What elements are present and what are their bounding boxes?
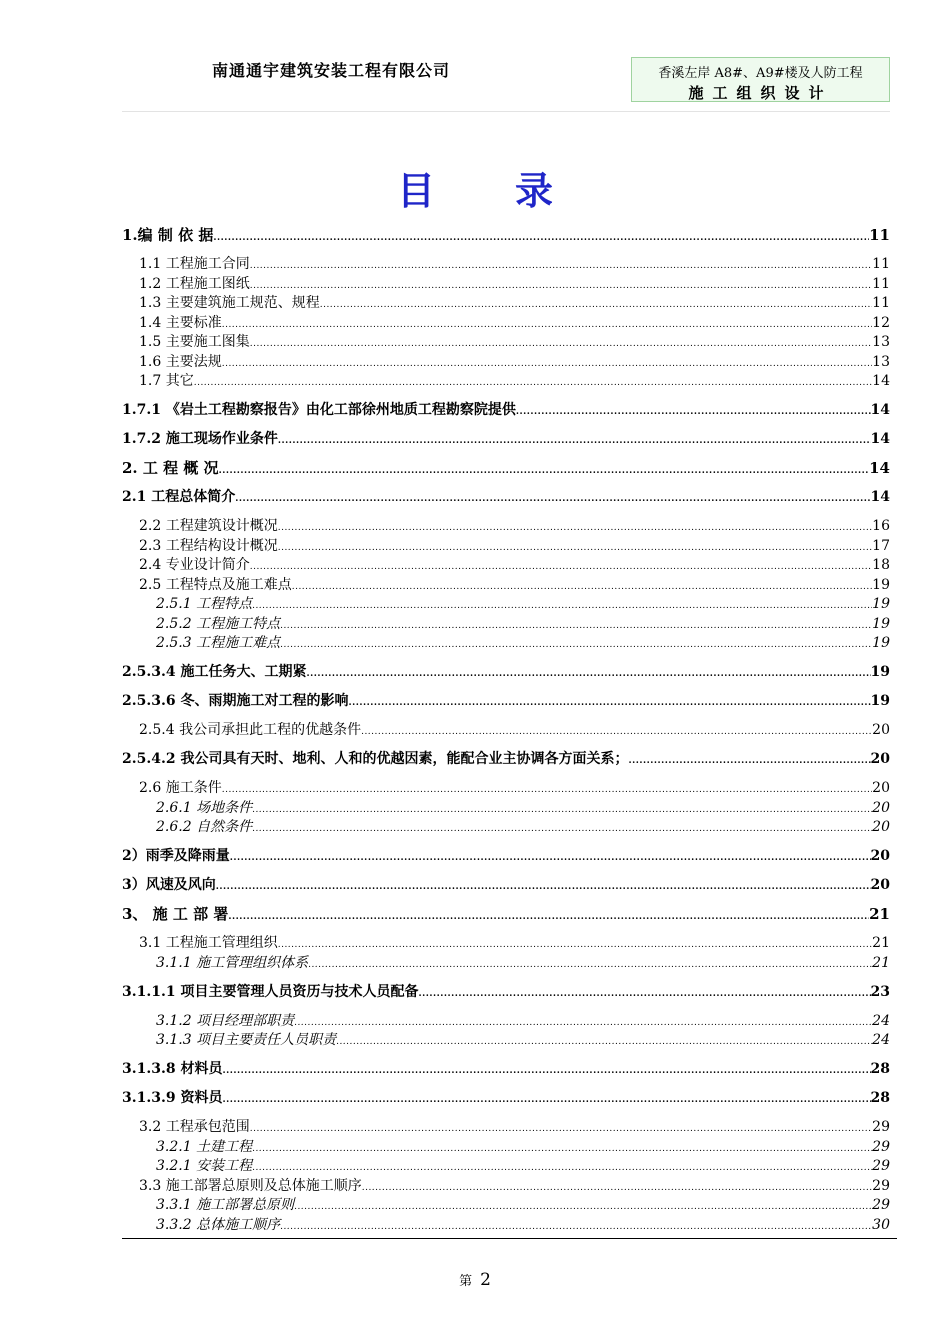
toc-leader-dots: [278, 430, 871, 452]
toc-entry-text: 1.7.2 施工现场作业条件: [122, 431, 278, 447]
toc-leader-dots: [280, 615, 872, 637]
toc-entry-text: 2.6 施工条件: [139, 780, 222, 796]
toc-entry[interactable]: [122, 488, 890, 508]
toc-entry-page: 20: [872, 799, 890, 816]
toc-entry-text: 3.3.2 总体施工顺序: [156, 1216, 281, 1233]
document-type: 施工组织设计: [688, 84, 833, 102]
toc-entry-text: 1.7.1 《岩土工程勘察报告》由化工部徐州地质工程勘察院提供: [122, 402, 516, 418]
page-footer: [0, 1270, 950, 1290]
toc-entry-text: 1.7 其它: [139, 373, 194, 389]
toc-entry-page: 19: [872, 615, 890, 632]
toc-leader-dots: [222, 1089, 870, 1111]
toc-leader-dots: [320, 294, 872, 316]
toc-entry-text: 3.1.1 施工管理组织体系: [156, 954, 309, 971]
toc-entry-text: 2.6.1 场地条件: [156, 799, 253, 816]
toc-entry[interactable]: [122, 255, 890, 275]
toc-leader-dots: [222, 314, 872, 336]
toc-entry[interactable]: [122, 576, 890, 596]
toc-entry-text: 3.1.1.1 项目主要管理人员资历与技术人员配备: [122, 983, 419, 1000]
toc-entry-page: 21: [869, 905, 890, 923]
toc-entry-page: 14: [869, 459, 890, 477]
toc-leader-dots: [516, 401, 871, 423]
toc-entry-text: 3.3.1 施工部署总原则: [156, 1197, 295, 1213]
toc-entry-page: 28: [870, 1061, 890, 1077]
header-divider: [122, 111, 890, 112]
toc-entry[interactable]: [122, 779, 890, 799]
toc-entry-page: 19: [870, 693, 890, 709]
toc-entry-text: 2.6.2 自然条件: [156, 819, 253, 835]
toc-entry-text: 1.2 工程施工图纸: [139, 275, 250, 292]
toc-entry-page: 20: [870, 848, 890, 864]
toc-leader-dots: [252, 1157, 872, 1179]
toc-entry[interactable]: [122, 1118, 890, 1138]
toc-entry[interactable]: [122, 353, 890, 373]
project-name: 香溪左岸 A8#、A9#楼及人防工程: [658, 66, 863, 81]
toc-leader-dots: [336, 1031, 872, 1053]
table-of-contents: [122, 226, 890, 1235]
toc-leader-dots: [216, 876, 871, 898]
toc-entry-page: 29: [872, 1197, 890, 1213]
toc-leader-dots: [252, 818, 872, 840]
toc-leader-dots: [280, 1216, 872, 1238]
toc-entry-page: 19: [872, 635, 890, 651]
toc-entry-text: 3.1.3.9 资料员: [122, 1090, 223, 1106]
toc-leader-dots: [294, 1196, 872, 1218]
toc-entry-text: 2.3 工程结构设计概况: [139, 537, 278, 554]
toc-entry-text: 2.5.3.6 冬、雨期施工对工程的影响: [122, 693, 349, 709]
toc-entry[interactable]: [122, 372, 890, 392]
toc-leader-dots: [250, 275, 872, 297]
toc-entry-page: 30: [872, 1216, 890, 1233]
toc-entry-page: 29: [872, 1119, 890, 1135]
toc-entry[interactable]: [122, 517, 890, 537]
toc-entry[interactable]: [122, 1060, 890, 1080]
toc-entry[interactable]: [122, 799, 890, 819]
toc-entry-text: 3.1.3 项目主要责任人员职责: [156, 1032, 337, 1048]
toc-entry-page: 17: [872, 537, 890, 554]
toc-entry[interactable]: [122, 1031, 890, 1051]
toc-entry-page: 14: [872, 373, 890, 389]
toc-entry-page: 11: [872, 295, 890, 311]
toc-entry[interactable]: [122, 226, 890, 246]
toc-entry-page: 18: [872, 557, 890, 573]
toc-entry[interactable]: [122, 275, 890, 295]
toc-entry[interactable]: [122, 615, 890, 635]
toc-leader-dots: [213, 226, 869, 249]
toc-leader-dots: [252, 595, 872, 617]
toc-leader-dots: [278, 934, 872, 956]
toc-entry[interactable]: [122, 430, 890, 450]
toc-entry-page: 24: [872, 1032, 890, 1048]
toc-entry[interactable]: [122, 595, 890, 615]
toc-leader-dots: [308, 954, 872, 976]
toc-entry-page: 29: [872, 1158, 890, 1174]
toc-entry-page: 24: [872, 1012, 890, 1029]
toc-entry[interactable]: [122, 721, 890, 741]
toc-entry[interactable]: [122, 556, 890, 576]
toc-entry-text: 3.2.1 土建工程: [156, 1138, 253, 1155]
toc-entry[interactable]: [122, 1012, 890, 1032]
toc-entry[interactable]: [122, 333, 890, 353]
toc-entry-text: 3.3 施工部署总原则及总体施工顺序: [139, 1177, 362, 1194]
toc-entry[interactable]: [122, 847, 890, 867]
toc-entry-text: 1.编 制 依 据: [122, 226, 214, 244]
toc-entry-page: 19: [872, 596, 890, 612]
toc-entry[interactable]: [122, 1216, 890, 1236]
toc-entry[interactable]: [122, 537, 890, 557]
toc-entry-text: 1.1 工程施工合同: [139, 256, 250, 272]
toc-leader-dots: [252, 799, 872, 821]
page-label: 第: [459, 1274, 473, 1289]
toc-entry-page: 14: [870, 431, 890, 447]
toc-entry-text: 2.5.4 我公司承担此工程的优越条件: [139, 722, 362, 738]
toc-leader-dots: [306, 663, 870, 685]
toc-leader-dots: [294, 1012, 872, 1034]
toc-entry[interactable]: [122, 934, 890, 954]
page-number: 2: [480, 1270, 491, 1290]
toc-entry-text: 1.6 主要法规: [139, 353, 222, 370]
toc-leader-dots: [418, 983, 870, 1005]
toc-entry-text: 3.1.3.8 材料员: [122, 1061, 223, 1077]
toc-title: 目录: [396, 169, 633, 213]
toc-entry-text: 2.5 工程特点及施工难点: [139, 576, 292, 593]
toc-entry-text: 3.2.1 安装工程: [156, 1158, 253, 1174]
toc-entry-text: 1.4 主要标准: [139, 314, 222, 331]
toc-leader-dots: [280, 634, 872, 656]
toc-leader-dots: [250, 255, 872, 277]
toc-entry[interactable]: [122, 1157, 890, 1177]
toc-entry-text: 3.1 工程施工管理组织: [139, 935, 278, 951]
toc-entry-text: 2.5.4.2 我公司具有天时、地利、人和的优越因素，能配合业主协调各方面关系；: [122, 751, 629, 767]
toc-entry-page: 11: [872, 275, 890, 292]
toc-entry-text: 2.1 工程总体简介: [122, 489, 236, 505]
toc-entry-page: 19: [872, 576, 890, 593]
toc-entry[interactable]: [122, 905, 890, 925]
toc-leader-dots: [235, 488, 870, 510]
toc-entry[interactable]: [122, 294, 890, 314]
toc-entry[interactable]: [122, 401, 890, 421]
toc-entry-page: 14: [870, 489, 890, 505]
toc-entry-page: 21: [872, 954, 890, 971]
toc-entry-text: 2.5.2 工程施工特点: [156, 615, 281, 632]
toc-entry[interactable]: [122, 983, 890, 1003]
toc-entry-text: 2.5.3 工程施工难点: [156, 635, 281, 651]
toc-entry-page: 20: [870, 877, 890, 893]
toc-leader-dots: [222, 1060, 870, 1082]
toc-entry-page: 20: [872, 819, 890, 835]
toc-leader-dots: [194, 372, 872, 394]
toc-leader-dots: [278, 537, 872, 559]
toc-entry[interactable]: [122, 1138, 890, 1158]
toc-entry[interactable]: [122, 634, 890, 654]
toc-leader-dots: [228, 905, 869, 928]
toc-entry-text: 3）风速及风向: [122, 877, 216, 893]
toc-entry-page: 14: [870, 402, 890, 418]
toc-entry[interactable]: [122, 750, 890, 770]
toc-entry[interactable]: [122, 818, 890, 838]
toc-entry[interactable]: [122, 314, 890, 334]
toc-leader-dots: [250, 1118, 872, 1140]
toc-leader-dots: [252, 1138, 872, 1160]
toc-leader-dots: [361, 721, 872, 743]
project-title-box: [631, 57, 890, 102]
toc-entry-page: 13: [872, 353, 890, 370]
toc-leader-dots: [292, 576, 872, 598]
toc-entry-text: 1.3 主要建筑施工规范、规程: [139, 295, 320, 311]
toc-entry-page: 20: [872, 722, 890, 738]
toc-entry-text: 2. 工 程 概 况: [122, 459, 219, 477]
toc-entry[interactable]: [122, 1177, 890, 1197]
toc-entry-page: 20: [870, 751, 890, 767]
toc-entry-text: 1.5 主要施工图集: [139, 334, 250, 350]
toc-entry-text: 2.4 专业设计简介: [139, 557, 250, 573]
toc-entry-page: 11: [869, 226, 890, 244]
toc-entry-page: 11: [872, 256, 890, 272]
toc-entry-text: 3.1.2 项目经理部职责: [156, 1012, 295, 1029]
toc-entry-page: 12: [872, 314, 890, 331]
toc-leader-dots: [628, 750, 870, 772]
toc-entry[interactable]: [122, 692, 890, 712]
toc-entry-page: 19: [870, 664, 890, 680]
toc-entry-page: 21: [872, 935, 890, 951]
toc-entry[interactable]: [122, 876, 890, 896]
toc-leader-dots: [278, 517, 872, 539]
toc-entry-page: 23: [870, 983, 890, 1000]
toc-entry-page: 20: [872, 780, 890, 796]
toc-entry-page: 29: [872, 1177, 890, 1194]
toc-entry-text: 3、 施 工 部 署: [122, 905, 229, 923]
toc-entry[interactable]: [122, 1196, 890, 1216]
toc-entry-text: 2.2 工程建筑设计概况: [139, 518, 278, 534]
toc-entry[interactable]: [122, 1089, 890, 1109]
toc-leader-dots: [250, 556, 872, 578]
toc-entry-page: 28: [870, 1090, 890, 1106]
toc-entry[interactable]: [122, 663, 890, 683]
toc-entry-page: 13: [872, 334, 890, 350]
toc-leader-dots: [222, 353, 872, 375]
footer-divider: [122, 1238, 897, 1239]
toc-leader-dots: [222, 779, 872, 801]
toc-entry-text: 3.2 工程承包范围: [139, 1119, 250, 1135]
toc-leader-dots: [250, 333, 872, 355]
toc-entry[interactable]: [122, 459, 890, 479]
toc-entry-page: 16: [872, 518, 890, 534]
toc-entry[interactable]: [122, 954, 890, 974]
toc-entry-text: 2.5.3.4 施工任务大、工期紧: [122, 664, 307, 680]
company-name: 南通通宇建筑安装工程有限公司: [212, 61, 451, 80]
toc-entry-text: 2）雨季及降雨量: [122, 848, 230, 864]
toc-entry-text: 2.5.1 工程特点: [156, 596, 253, 612]
toc-leader-dots: [362, 1177, 872, 1199]
toc-entry-page: 29: [872, 1138, 890, 1155]
toc-leader-dots: [219, 459, 870, 482]
toc-leader-dots: [348, 692, 870, 714]
toc-leader-dots: [230, 847, 871, 869]
